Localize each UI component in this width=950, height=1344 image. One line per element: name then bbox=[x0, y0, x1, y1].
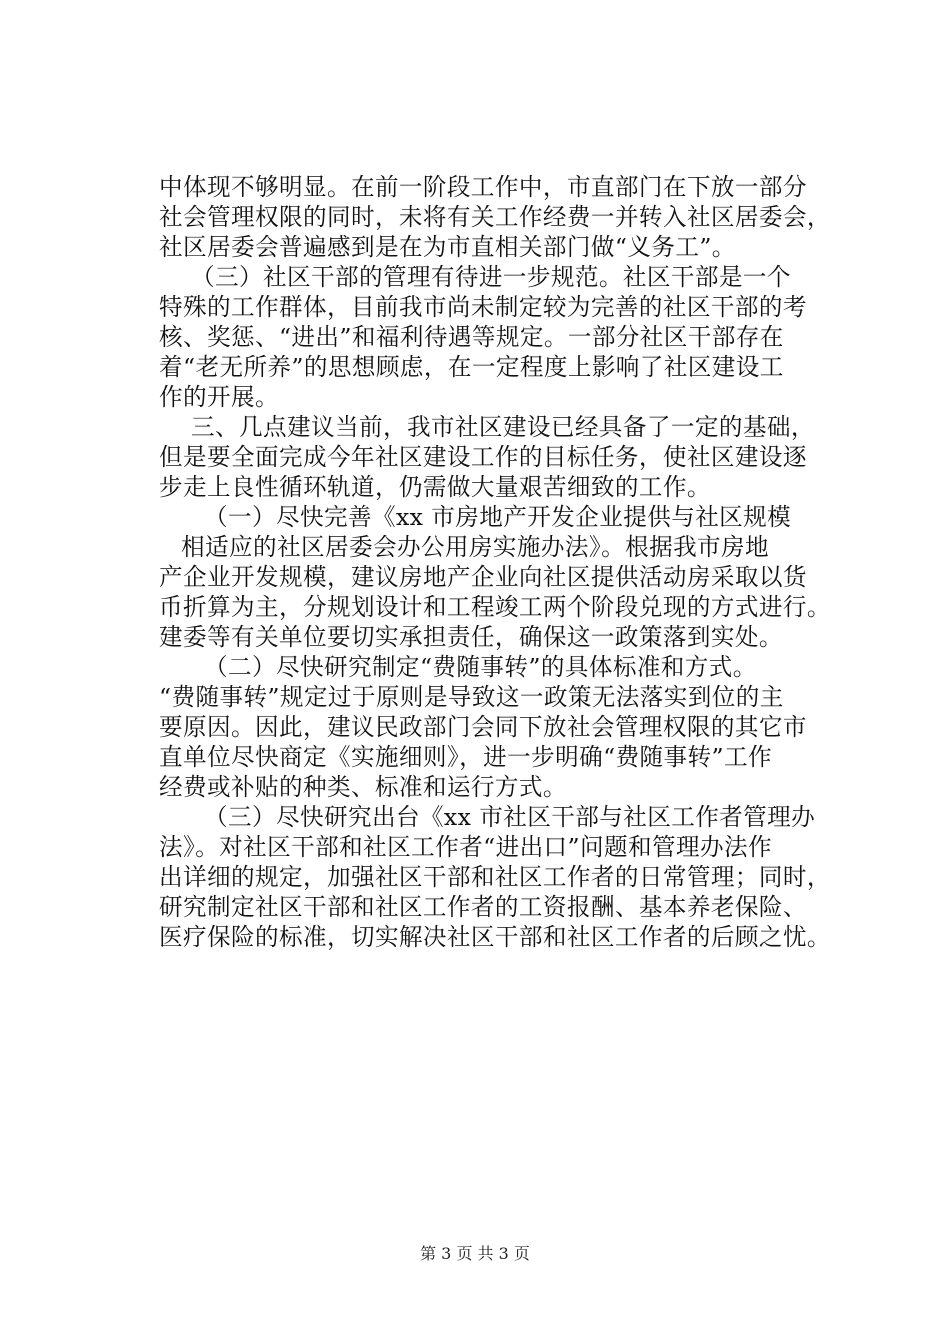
text-line: 出详细的规定，加强社区干部和社区工作者的日常管理；同时， bbox=[159, 863, 831, 891]
text-line: 建委等有关单位要切实承担责任，确保这一政策落到实处。 bbox=[159, 623, 783, 651]
text-line: 产企业开发规模，建议房地产企业向社区提供活动房采取以货 bbox=[159, 563, 807, 591]
text-line: 中体现不够明显。在前一阶段工作中，市直部门在下放一部分 bbox=[159, 173, 807, 201]
text-line: 作的开展。 bbox=[159, 383, 279, 411]
text-line: 研究制定社区干部和社区工作者的工资报酬、基本养老保险、 bbox=[159, 893, 807, 921]
text-line: （二）尽快研究制定“费随事转”的具体标准和方式。 bbox=[204, 653, 757, 681]
text-line: （一）尽快完善《xx 市房地产开发企业提供与社区规模 bbox=[204, 503, 792, 531]
text-line: “费随事转”规定过于原则是导致这一政策无法落实到位的主 bbox=[159, 683, 784, 711]
text-line: （三）社区干部的管理有待进一步规范。社区干部是一个 bbox=[191, 263, 791, 291]
text-line: 着“老无所养”的思想顾虑，在一定程度上影响了社区建设工 bbox=[159, 353, 784, 381]
text-line: 法》。对社区干部和社区工作者“进出口”问题和管理办法作 bbox=[159, 833, 772, 861]
text-line: 社会管理权限的同时，未将有关工作经费一并转入社区居委会， bbox=[159, 203, 831, 231]
text-line: 经费或补贴的种类、标准和运行方式。 bbox=[159, 773, 567, 801]
text-line: 直单位尽快商定《实施细则》，进一步明确“费随事转”工作 bbox=[159, 743, 772, 771]
text-line: 但是要全面完成今年社区建设工作的目标任务，使社区建设逐 bbox=[159, 443, 807, 471]
body-text bbox=[159, 172, 831, 952]
text-line: （三）尽快研究出台《xx 市社区干部与社区工作者管理办 bbox=[204, 803, 816, 831]
text-line: 步走上良性循环轨道，仍需做大量艰苦细致的工作。 bbox=[159, 473, 711, 501]
text-line: 三、几点建议当前，我市社区建设已经具备了一定的基础， bbox=[191, 413, 815, 441]
text-line: 币折算为主，分规划设计和工程竣工两个阶段兑现的方式进行。 bbox=[159, 593, 831, 621]
page-number-footer: 第 3 页 共 3 页 bbox=[420, 1244, 530, 1263]
text-line: 相适应的社区居委会办公用房实施办法》。根据我市房地 bbox=[181, 533, 770, 561]
text-line: 医疗保险的标准，切实解决社区干部和社区工作者的后顾之忧。 bbox=[159, 923, 831, 951]
text-line: 社区居委会普遍感到是在为市直相关部门做“义务工”。 bbox=[159, 233, 736, 261]
text-line: 特殊的工作群体，目前我市尚未制定较为完善的社区干部的考 bbox=[159, 293, 807, 321]
text-line: 核、奖惩、“进出”和福利待遇等规定。一部分社区干部存在 bbox=[159, 323, 784, 351]
text-line: 要原因。因此，建议民政部门会同下放社会管理权限的其它市 bbox=[159, 713, 807, 741]
